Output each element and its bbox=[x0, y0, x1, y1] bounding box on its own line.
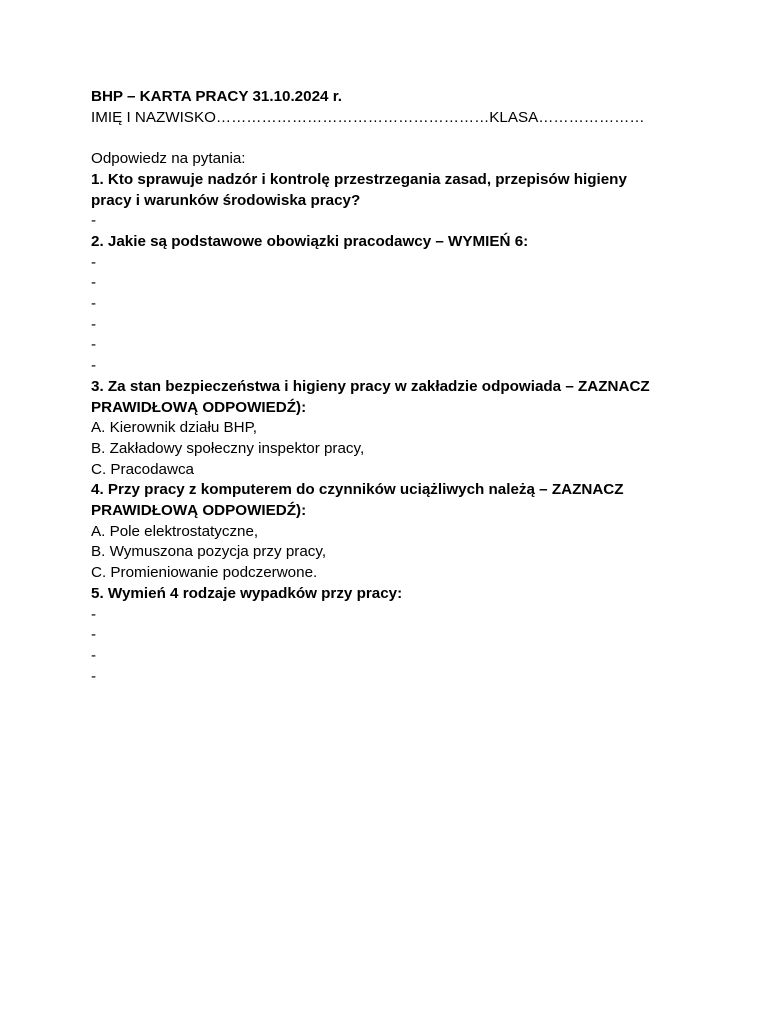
answer-dash: - bbox=[91, 295, 97, 313]
option-a: A. Kierownik działu BHP, bbox=[91, 419, 258, 437]
question-5: 5. Wymień 4 rodzaje wypadków przy pracy: bbox=[91, 584, 403, 602]
option-c: C. Promieniowanie podczerwone. bbox=[91, 564, 318, 582]
answer-dash: - bbox=[91, 357, 97, 375]
answer-dash: - bbox=[91, 646, 97, 664]
answer-dash: - bbox=[91, 315, 97, 333]
question-3-line-2: PRAWIDŁOWĄ ODPOWIEDŹ): bbox=[91, 398, 307, 416]
question-3-line-1: 3. Za stan bezpieczeństwa i higieny pracy w zakładzie odpowiada – ZAZNACZ bbox=[91, 377, 650, 395]
option-c: C. Pracodawca bbox=[91, 460, 194, 478]
option-a: A. Pole elektrostatyczne, bbox=[91, 522, 259, 540]
name-class-line: IMIĘ I NAZWISKO………………………………………………KLASA………………… bbox=[91, 108, 645, 126]
instructions-text: Odpowiedz na pytania: bbox=[91, 150, 246, 168]
question-4-line-1: 4. Przy pracy z komputerem do czynników uciążliwych należą – ZAZNACZ bbox=[91, 481, 624, 499]
answer-dash: - bbox=[91, 626, 97, 644]
worksheet-title: BHP – KARTA PRACY 31.10.2024 r. bbox=[91, 88, 342, 105]
option-b: B. Wymuszona pozycja przy pracy, bbox=[91, 543, 327, 561]
answer-dash: - bbox=[91, 253, 97, 271]
blank-line bbox=[91, 128, 691, 149]
answer-dash: - bbox=[91, 667, 97, 685]
worksheet-page bbox=[91, 87, 691, 687]
question-2: 2. Jakie są podstawowe obowiązki pracodawcy – WYMIEŃ 6: bbox=[91, 232, 529, 250]
answer-dash: - bbox=[91, 605, 97, 623]
option-b: B. Zakładowy społeczny inspektor pracy, bbox=[91, 439, 365, 457]
answer-dash: - bbox=[91, 336, 97, 354]
answer-dash: - bbox=[91, 274, 97, 292]
question-1-line-2: pracy i warunków środowiska pracy? bbox=[91, 191, 361, 209]
question-1-line-1: 1. Kto sprawuje nadzór i kontrolę przestrzegania zasad, przepisów higieny bbox=[91, 170, 627, 188]
question-4-line-2: PRAWIDŁOWĄ ODPOWIEDŹ): bbox=[91, 502, 307, 520]
answer-dash: - bbox=[91, 212, 97, 230]
